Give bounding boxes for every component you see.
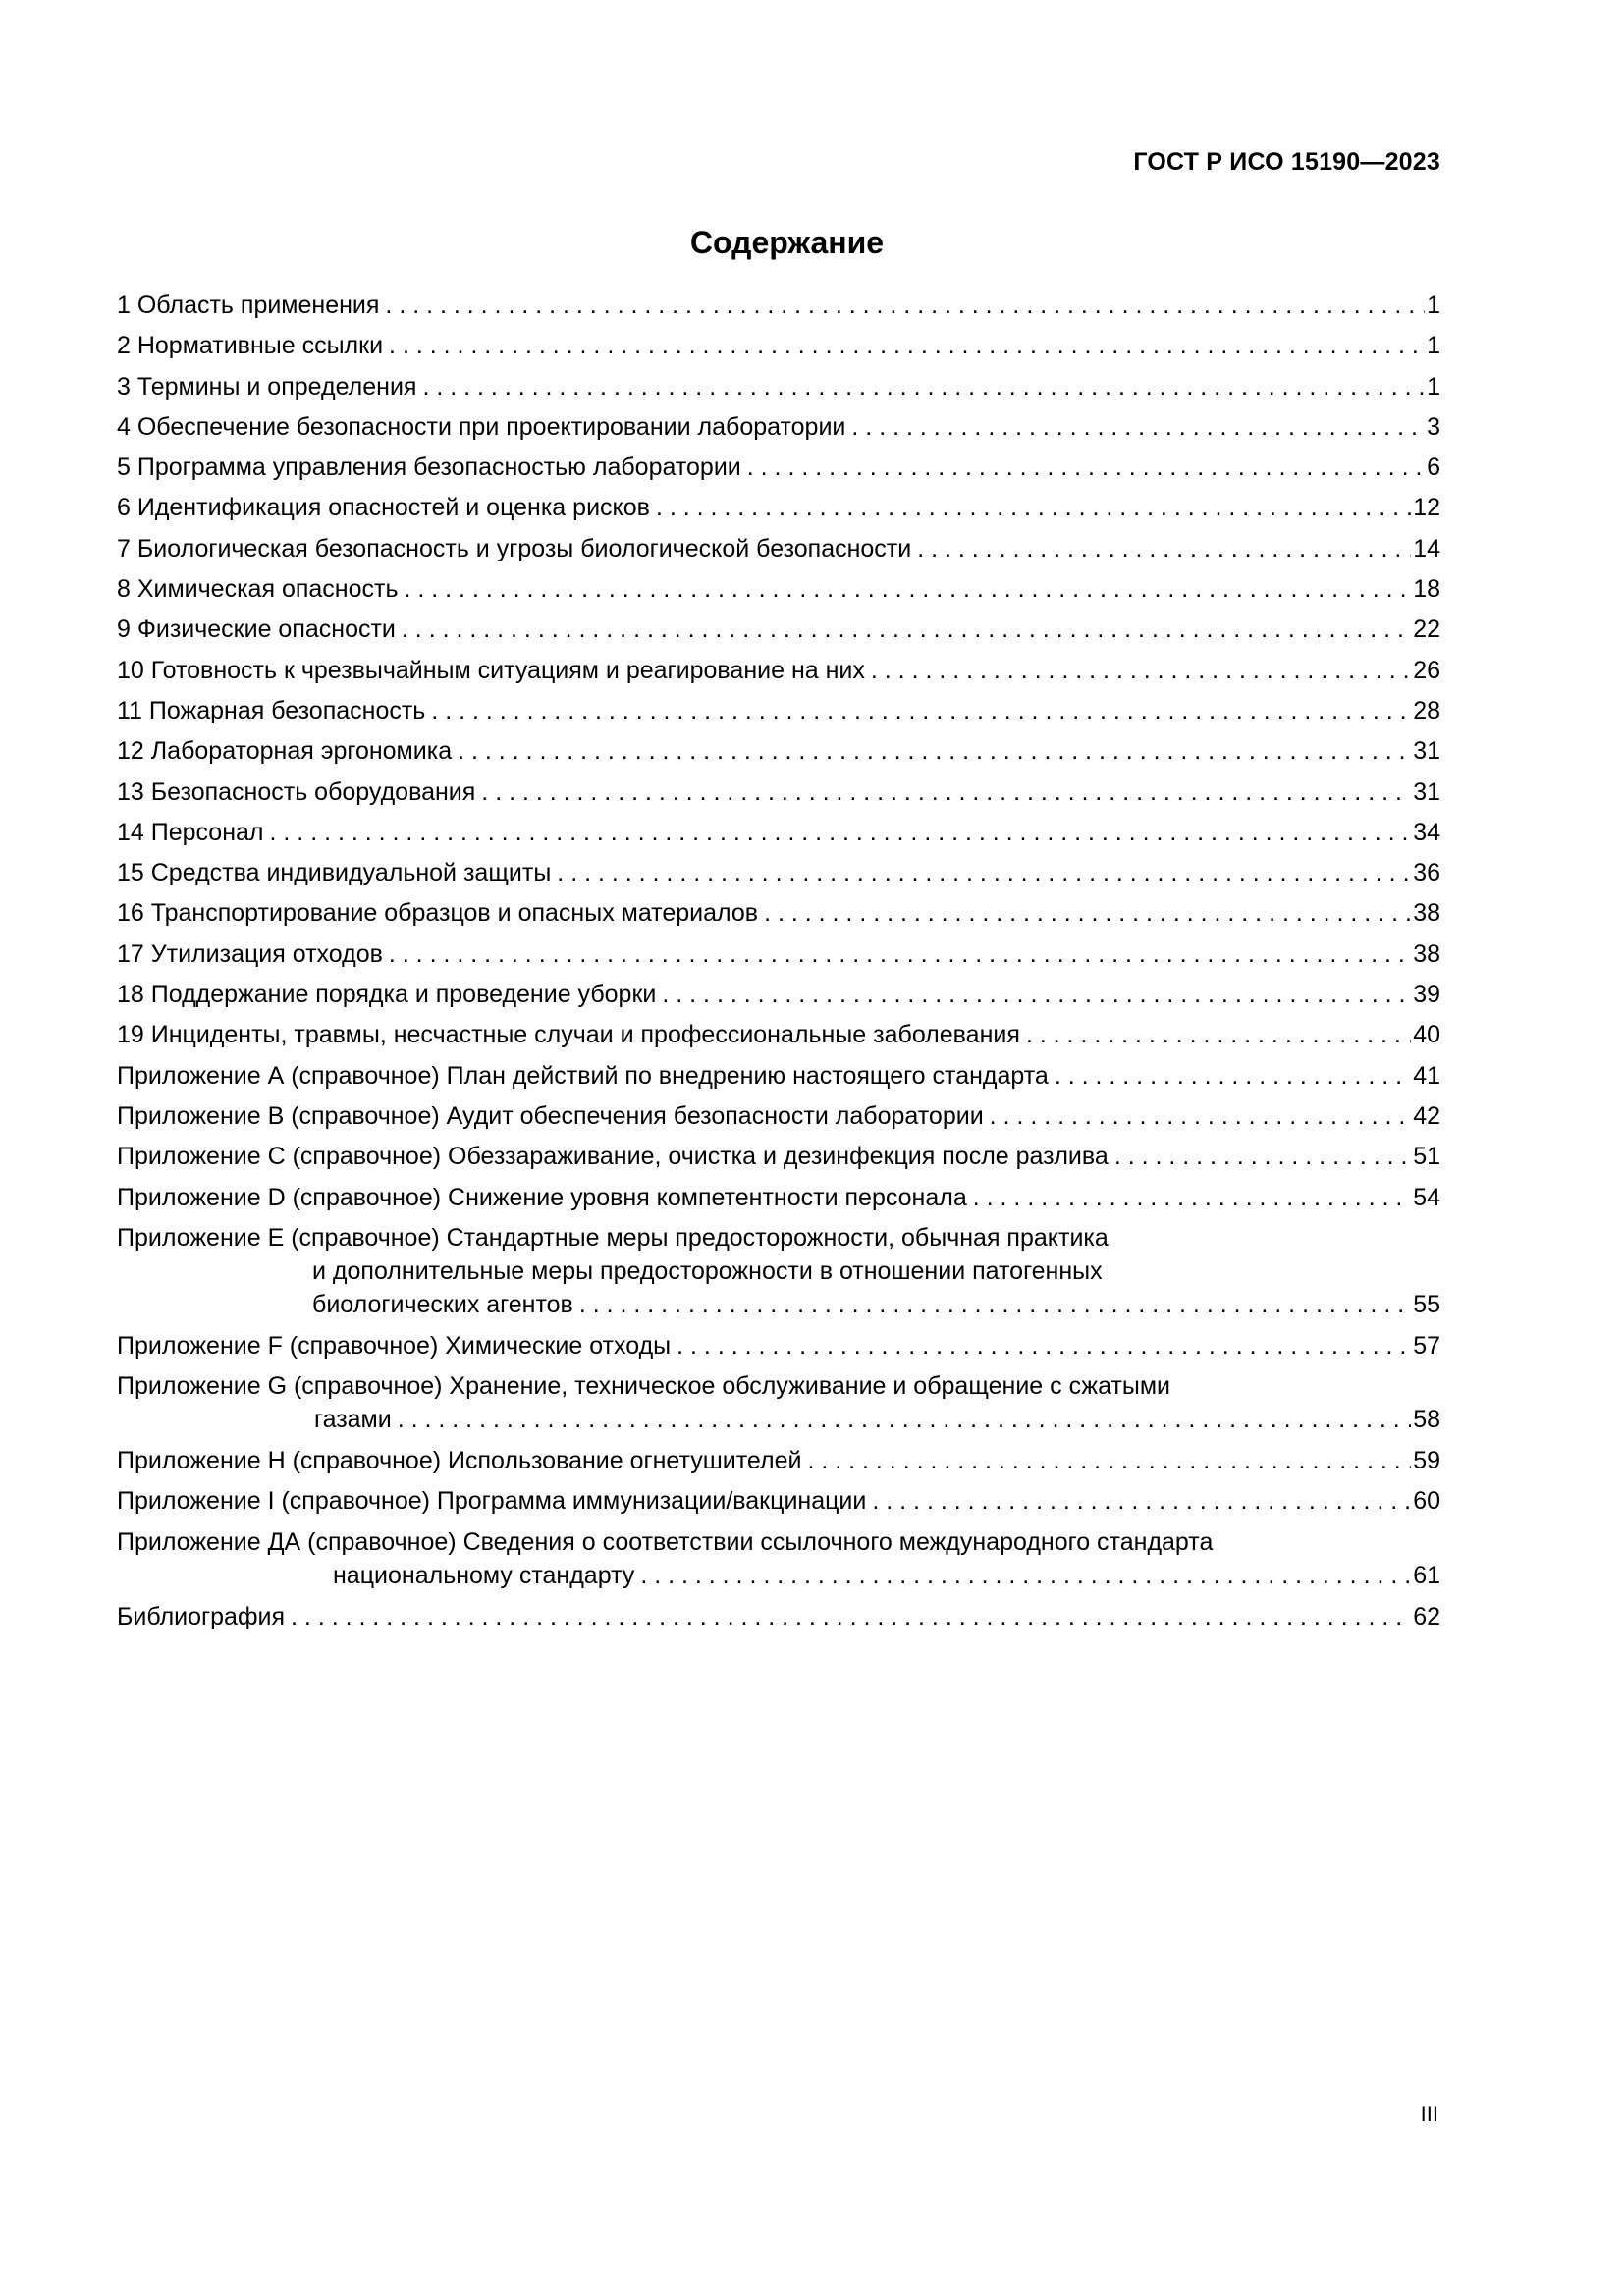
toc-entry-page: 14	[1413, 534, 1440, 562]
toc-entry-annex-da[interactable]	[117, 1522, 1440, 1597]
toc-entry-annex-i[interactable]	[117, 1481, 1440, 1522]
dot-leader	[973, 1178, 1411, 1218]
dot-leader	[291, 1597, 1411, 1637]
toc-entry-text: Приложение С (справочное) Обеззараживание, очистка и дезинфекция после разлива	[117, 1143, 1109, 1171]
dot-leader	[579, 1288, 1411, 1321]
toc-entry-text: 2 Нормативные ссылки	[117, 332, 384, 360]
toc-entry-line: Приложение ДА (справочное) Сведения о соответствии ссылочного международного стандарта	[117, 1527, 1214, 1556]
toc-entry-text: 15 Средства индивидуальной защиты	[117, 859, 552, 887]
dot-leader	[656, 488, 1411, 528]
toc-entry-text: 14 Персонал	[117, 818, 264, 846]
dot-leader	[990, 1096, 1412, 1137]
toc-entry-page: 31	[1413, 737, 1440, 766]
dot-leader	[747, 448, 1425, 488]
toc-entry-text: 1 Область применения	[117, 292, 380, 319]
toc-entry-page: 57	[1413, 1331, 1440, 1360]
toc-entry-annex-d[interactable]	[117, 1178, 1440, 1218]
dot-leader	[481, 773, 1411, 813]
table-of-contents	[117, 286, 1440, 1637]
toc-entry-10[interactable]	[117, 651, 1440, 691]
toc-entry-text: Приложение В (справочное) Аудит обеспечения безопасности лаборатории	[117, 1101, 984, 1130]
toc-entry-text: Приложение F (справочное) Химические отходы	[117, 1331, 672, 1360]
toc-entry-bibliography[interactable]	[117, 1597, 1440, 1637]
toc-entry-page: 12	[1413, 494, 1440, 522]
dot-leader	[677, 1326, 1411, 1366]
toc-entry-page: 34	[1413, 818, 1440, 846]
toc-entry-page: 1	[1427, 332, 1440, 360]
toc-entry-text: 10 Готовность к чрезвычайным ситуациям и реагирование на них	[117, 656, 865, 684]
toc-entry-1[interactable]	[117, 286, 1440, 326]
toc-entry-page: 58	[1413, 1406, 1440, 1434]
toc-entry-17[interactable]	[117, 934, 1440, 975]
toc-entry-text: Приложение А (справочное) План действий по внедрению настоящего стандарта	[117, 1061, 1049, 1090]
document-code: ГОСТ Р ИСО 15190—2023	[1133, 148, 1440, 176]
toc-entry-page: 22	[1413, 615, 1440, 644]
dot-leader	[422, 367, 1425, 407]
toc-entry-line: и дополнительные меры предосторожности в отношении патогенных	[312, 1256, 1103, 1285]
toc-entry-page: 51	[1413, 1143, 1440, 1171]
toc-entry-page: 55	[1413, 1290, 1440, 1318]
dot-leader	[458, 731, 1411, 772]
dot-leader	[431, 691, 1411, 731]
toc-entry-text: 19 Инциденты, травмы, несчастные случаи и профессиональные заболевания	[117, 1021, 1020, 1049]
toc-entry-text: 8 Химическая опасность	[117, 575, 399, 604]
toc-entry-16[interactable]	[117, 893, 1440, 934]
toc-entry-page: 18	[1413, 575, 1440, 604]
toc-entry-page: 62	[1413, 1602, 1440, 1630]
toc-entry-text: Приложение I (справочное) Программа иммунизации/вакцинации	[117, 1487, 867, 1516]
toc-entry-5[interactable]	[117, 448, 1440, 488]
toc-entry-page: 54	[1413, 1183, 1440, 1211]
toc-entry-text: 13 Безопасность оборудования	[117, 777, 476, 806]
toc-entry-page: 38	[1413, 899, 1440, 928]
toc-entry-text: 5 Программа управления безопасностью лаборатории	[117, 454, 741, 482]
toc-entry-12[interactable]	[117, 731, 1440, 772]
dot-leader	[385, 286, 1425, 326]
toc-entry-text: 9 Физические опасности	[117, 615, 396, 644]
toc-entry-line: газами	[314, 1406, 392, 1434]
toc-entry-text: Приложение Н (справочное) Использование огнетушителей	[117, 1447, 802, 1475]
dot-leader	[389, 326, 1425, 366]
toc-entry-13[interactable]	[117, 773, 1440, 813]
toc-entry-line: Приложение G (справочное) Хранение, техническое обслуживание и обращение с сжатыми	[117, 1372, 1171, 1401]
dot-leader	[404, 569, 1411, 610]
toc-entry-3[interactable]	[117, 367, 1440, 407]
toc-entry-text: 17 Утилизация отходов	[117, 939, 383, 968]
toc-entry-page: 41	[1413, 1061, 1440, 1090]
toc-entry-annex-b[interactable]	[117, 1096, 1440, 1137]
toc-entry-page: 26	[1413, 656, 1440, 684]
dot-leader	[851, 407, 1425, 448]
toc-entry-annex-f[interactable]	[117, 1326, 1440, 1366]
toc-entry-page: 40	[1413, 1021, 1440, 1049]
toc-entry-page: 3	[1427, 412, 1440, 441]
dot-leader	[270, 813, 1412, 853]
page-number: III	[1420, 2102, 1438, 2126]
toc-entry-page: 60	[1413, 1487, 1440, 1516]
toc-entry-text: 11 Пожарная безопасность	[117, 696, 426, 724]
toc-entry-page: 59	[1413, 1447, 1440, 1475]
dot-leader	[662, 975, 1411, 1015]
dot-leader	[764, 893, 1411, 934]
toc-entry-annex-c[interactable]	[117, 1137, 1440, 1177]
toc-entry-page: 1	[1427, 292, 1440, 319]
toc-entry-text: 16 Транспортирование образцов и опасных материалов	[117, 899, 759, 928]
dot-leader	[917, 529, 1411, 569]
toc-entry-text: 3 Термины и определения	[117, 372, 417, 400]
toc-entry-18[interactable]	[117, 975, 1440, 1015]
toc-entry-15[interactable]	[117, 853, 1440, 893]
toc-entry-text: 6 Идентификация опасностей и оценка рисков	[117, 494, 650, 522]
toc-entry-text: Библиография	[117, 1602, 286, 1630]
toc-entry-annex-e[interactable]	[117, 1218, 1440, 1326]
dot-leader	[402, 610, 1411, 650]
dot-leader	[640, 1559, 1411, 1592]
toc-entry-4[interactable]	[117, 407, 1440, 448]
toc-entry-line: биологических агентов	[312, 1290, 573, 1318]
toc-entry-8[interactable]	[117, 569, 1440, 610]
toc-entry-page: 61	[1413, 1561, 1440, 1589]
toc-entry-line: национальному стандарту	[333, 1561, 635, 1589]
toc-entry-6[interactable]	[117, 488, 1440, 528]
toc-entry-page: 28	[1413, 696, 1440, 724]
toc-entry-line: Приложение Е (справочное) Стандартные меры предосторожности, обычная практика	[117, 1223, 1109, 1252]
toc-title: Содержание	[689, 225, 885, 260]
toc-entry-page: 1	[1427, 372, 1440, 400]
toc-entry-page: 38	[1413, 939, 1440, 968]
toc-entry-9[interactable]	[117, 610, 1440, 650]
toc-entry-page: 42	[1413, 1101, 1440, 1130]
toc-entry-annex-a[interactable]	[117, 1056, 1440, 1096]
toc-entry-annex-g[interactable]	[117, 1366, 1440, 1441]
toc-entry-text: Приложение D (справочное) Снижение уровня компетентности персонала	[117, 1183, 967, 1211]
toc-entry-2[interactable]	[117, 326, 1440, 366]
toc-entry-annex-h[interactable]	[117, 1441, 1440, 1481]
dot-leader	[1114, 1137, 1411, 1177]
toc-entry-page: 36	[1413, 859, 1440, 887]
toc-entry-page: 31	[1413, 777, 1440, 806]
toc-entry-page: 6	[1427, 454, 1440, 482]
dot-leader	[871, 651, 1411, 691]
dot-leader	[872, 1481, 1411, 1522]
toc-entry-14[interactable]	[117, 813, 1440, 853]
dot-leader	[389, 934, 1411, 975]
toc-entry-text: 12 Лабораторная эргономика	[117, 737, 453, 766]
toc-entry-text: 7 Биологическая безопасность и угрозы биологической безопасности	[117, 534, 912, 562]
toc-entry-text: 18 Поддержание порядка и проведение уборки	[117, 981, 657, 1009]
dot-leader	[398, 1403, 1411, 1436]
toc-entry-7[interactable]	[117, 529, 1440, 569]
toc-entry-text: 4 Обеспечение безопасности при проектировании лаборатории	[117, 412, 846, 441]
dot-leader	[1055, 1056, 1411, 1096]
dot-leader	[1026, 1015, 1411, 1055]
toc-entry-page: 39	[1413, 981, 1440, 1009]
toc-entry-19[interactable]	[117, 1015, 1440, 1055]
dot-leader	[557, 853, 1411, 893]
dot-leader	[807, 1441, 1411, 1481]
toc-entry-11[interactable]	[117, 691, 1440, 731]
